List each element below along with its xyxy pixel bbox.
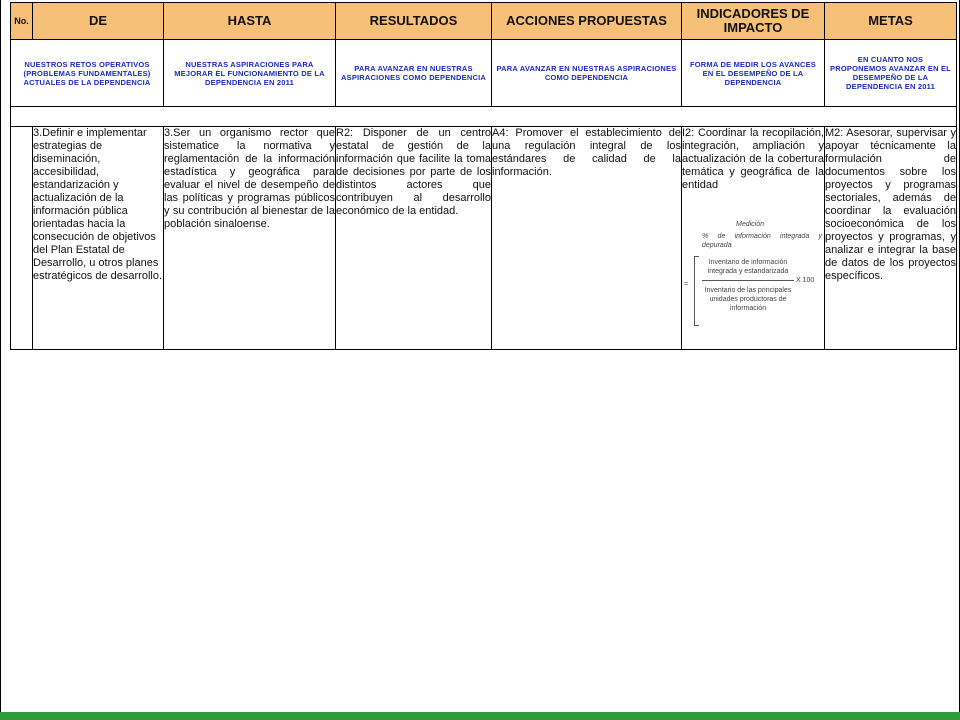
spacer-cell bbox=[11, 107, 957, 127]
measurement-formula bbox=[682, 220, 822, 328]
formula-multiplier: X 100 bbox=[796, 277, 815, 284]
cell-de: 3.Definir e implementar estrategias de diseminación, accesibilidad, estandarización y actualización de la información pública orientadas hacia la consecución de objetivos del Plan Estatal de Desarrollo, u otros planes estratégicos de desarrollo. bbox=[33, 127, 164, 350]
footer-green-bar bbox=[0, 712, 960, 720]
formula-equals: = bbox=[684, 281, 689, 288]
cell-indicadores bbox=[682, 127, 825, 350]
cell-hasta: 3.Ser un organismo rector que sistematice la normativa y reglamentación de la información estadística y geográfica para evaluar el nivel de desempeño de las políticas y programas públicos y su contribución al bienestar de la población sinaloense. bbox=[164, 127, 336, 350]
formula-fraction-line bbox=[702, 280, 794, 281]
indicador-text: I2: Coordinar la recopilación, integración, ampliación y actualización de la cobertura temática y geográfica de la entidad bbox=[682, 127, 824, 191]
subheader-acciones: PARA AVANZAR EN NUESTRAS ASPIRACIONES COMO DEPENDENCIA bbox=[492, 40, 682, 107]
formula-numerator: Inventario de información integrada y estandarizada bbox=[707, 259, 789, 275]
subheader-resultados: PARA AVANZAR EN NUESTRAS ASPIRACIONES COMO DEPENDENCIA bbox=[336, 40, 492, 107]
header-indicadores: INDICADORES DE IMPACTO bbox=[682, 3, 825, 40]
subheader-de: NUESTROS RETOS OPERATIVOS (PROBLEMAS FUNDAMENTALES) ACTUALES DE LA DEPENDENCIA bbox=[11, 40, 164, 107]
cell-no bbox=[11, 127, 33, 350]
cell-resultados: R2: Disponer de un centro estatal de gestión de la información que facilite la toma de decisiones por parte de los distintos actores que contribuyen al desarrollo económico de la entidad. bbox=[336, 127, 492, 350]
header-acciones: ACCIONES PROPUESTAS bbox=[492, 3, 682, 40]
subheader-metas: EN CUANTO NOS PROPONEMOS AVANZAR EN EL DESEMPEÑO DE LA DEPENDENCIA EN 2011 bbox=[825, 40, 957, 107]
header-resultados: RESULTADOS bbox=[336, 3, 492, 40]
header-no: No. bbox=[11, 3, 33, 40]
header-metas: METAS bbox=[825, 3, 957, 40]
subheader-row bbox=[11, 40, 957, 107]
header-hasta: HASTA bbox=[164, 3, 336, 40]
header-de: DE bbox=[33, 3, 164, 40]
subheader-hasta: NUESTRAS ASPIRACIONES PARA MEJORAR EL FUNCIONAMIENTO DE LA DEPENDENCIA EN 2011 bbox=[164, 40, 336, 107]
formula-denominator: Inventario de las principales unidades productoras de información bbox=[704, 287, 792, 312]
spacer-row bbox=[11, 107, 957, 127]
subheader-indicadores: FORMA DE MEDIR LOS AVANCES EN EL DESEMPEÑO DE LA DEPENDENCIA bbox=[682, 40, 825, 107]
cell-metas: M2: Asesorar, supervisar y apoyar técnicamente la formulación de documentos sobre los proyectos y programas sectoriales, además de coordinar la evaluación socioeconómica de los proyectos y programas, y analizar e integrar la base de datos de los proyectos específicos. bbox=[825, 127, 957, 350]
table-row bbox=[11, 127, 957, 350]
formula-subtitle: % de información integrada y depurada bbox=[702, 233, 822, 249]
cell-acciones: A4: Promover el establecimiento de una regulación integral de los estándares de calidad de la información. bbox=[492, 127, 682, 350]
header-row bbox=[11, 3, 957, 40]
formula-title: Medición bbox=[736, 221, 765, 228]
planning-matrix-table bbox=[10, 2, 957, 350]
formula-bracket bbox=[694, 256, 699, 326]
